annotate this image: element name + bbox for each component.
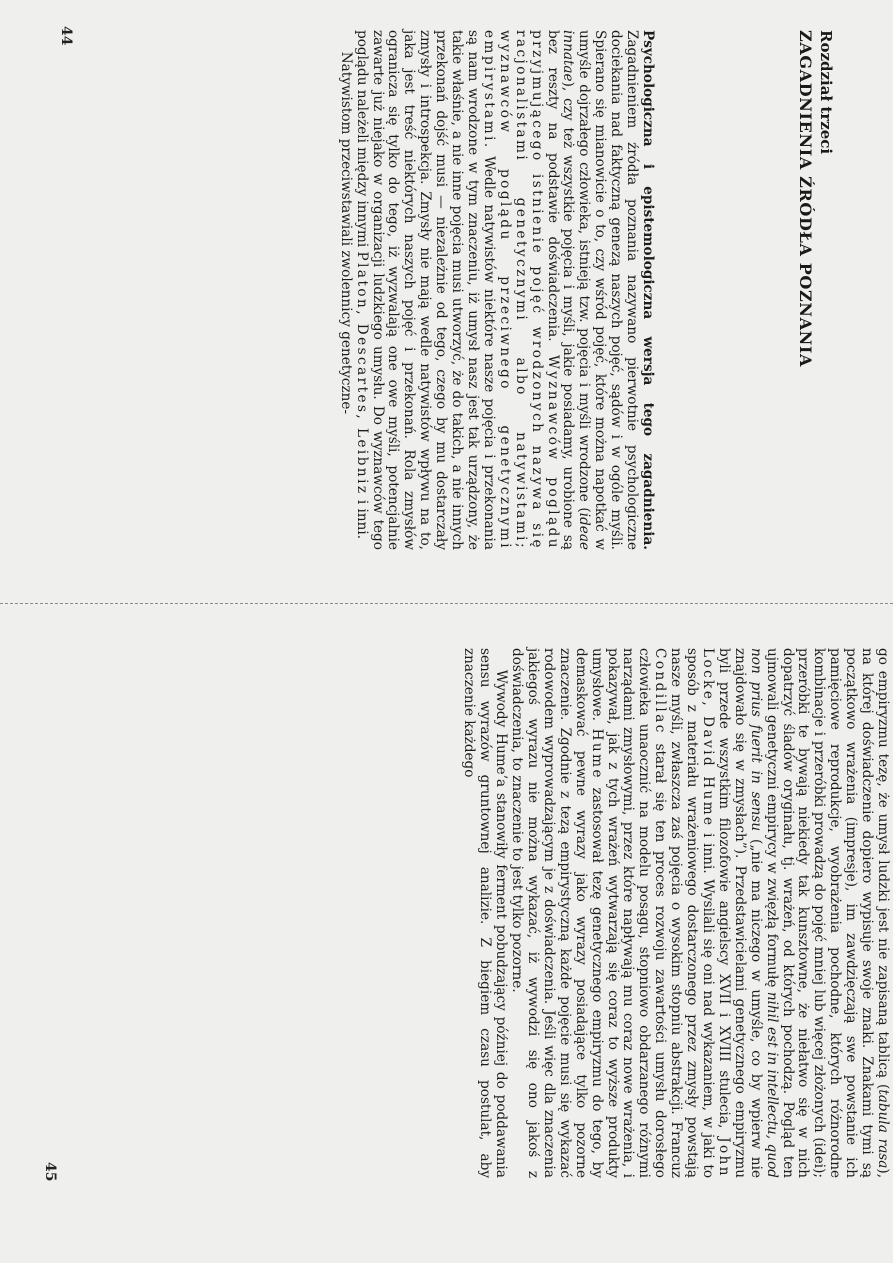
spaced-names: Platon, Descartes, Leibniz [353, 251, 370, 496]
chapter-title: ZAGADNIENIA ŹRÓDŁA POZNANIA [796, 30, 815, 368]
spaced-text: Wyznawców poglądu przyjmującego istnienie pojęć wrodzonych nazywa się racjonalistami genetycznymi albo natywistami; wyznawców poglądu przeciwnego genetycznymi empirystami. [480, 30, 561, 550]
italic-term: tabula rasa [875, 1089, 891, 1169]
page-44-text [337, 30, 655, 550]
spaced-names: Condillac [652, 648, 669, 735]
text-run: ), na której doświadczenie dopiero wypisuje swoje znaki. Znakami tymi są początkowo wrażenia (impresje), im zawdzięczają swe powstanie ich pamięciowe reprodukcje, wyobrażenia pochodne, których różnorodne kombinacje i przeróbki prowadzą do pojęć mniej lub więcej złożonych (idei); przeróbki te bywają niekiedy tak kunsztowne, że niełatwo się w nich dopatrzyć śladów oryginału, tj. wrażeń, od których pochodzą. Pogląd ten ujmowali genetyczni empirycy w zwięzłą formułę [763, 648, 891, 1179]
section-lead: Psychologiczna i epistemologiczna wersja tego zagadnienia. [640, 30, 656, 550]
text-run: Zagadnieniem źródła poznania nazywano pierwotnie psychologiczne dociekania nad faktyczną genezą naszych pojęć, sądów i w ogóle myśli. Spierano się mianowicie o to, czy wśród pojęć, które można napotkać w umyśle dojrzałego człowieka, istnieją tzw. pojęcia i myśli wrodzone ( [576, 30, 641, 550]
text-run: zastosował tezę genetycznego empiryzmu do tego, by demaskować pewne wyrazy jako wyrazy posiadające tylko pozorne znaczenie. Zgodnie z tezą empirystyczną każde pojęcie musi się wykazać rodowodem wyprowadzającym je z doświadczenia. Jeśli więc dla znaczenia jakiegoś wyrazu nie można wykazać, iż wywodzi się ono jakoś z doświadczenia, to znaczenie to jest tylko pozorne. [509, 648, 605, 1179]
spaced-names: John Locke, David Hume [700, 648, 732, 1178]
chapter-label: Rozdział trzeci [817, 30, 835, 155]
text-run: ), czy też wszystkie pojęcia i myśli, jakie posiadamy, urobione są bez reszty na podstawie doświadczenia. [544, 30, 577, 550]
text-run: Wedle natywistów niektóre nasze pojęcia i przekonania są nam wrodzone w tym znaczeniu, iż umysł nasz jest tak urządzony, że takie właśnie, a nie inne pojęcia musi utworzyć, że do takich, a nie innych przekonań dojść musi — niezależnie od tego, czego by mu dostarczały zmysły i introspekcja. Zmysły nie mają wedle natywistów wpływu na to, jaka jest treść niektórych naszych pojęć i przekonań. Rola zmysłów ogranicza się tylko do tego, iż wyzwalają one owe myśli, potencjalnie zawarte już niejako w organizacji ludzkiego umysłu. Do wyznawców tego poglądu należeli między innymi [353, 30, 497, 550]
italic-term: ideae innatae [560, 30, 593, 550]
page-number-left: 44 [58, 26, 74, 46]
text-run: i inni. [353, 495, 370, 540]
paragraph [508, 648, 890, 1178]
paragraph: Wywody Hume’a stanowiły ferment pobudzający później do poddawania sensu wyrazów gruntownej analizie. Z biegiem czasu postulat, aby znaczenie każdego [461, 648, 510, 1178]
page-45-text [461, 648, 890, 1178]
text-run: go empiryzmu tezę, że umysł ludzki jest nie zapisaną tablicą ( [875, 648, 891, 1090]
text-run: („nie ma niczego w umyśle, co by wpierw nie znajdowało się w zmysłach”). Przedstawicielami genetycznego empiryzmu byli przede wszystkim filozofowie angielscy XVII i XVIII stulecia, [715, 648, 764, 1178]
paragraph [353, 30, 655, 550]
page-number-right: 45 [42, 1162, 58, 1182]
text-run: starał się ten proces rozwoju zawartości umysłu dorosłego człowieka unaocznić na modelu posągu, stopniowo obdarzanego różnymi narządami zmysłowymi, przez które napływają mu coraz nowe wrażenia, i pokazywał, jak z tych wrażeń wytwarzają się coraz to wyższe produkty umysłowe. [588, 648, 669, 1178]
latin-formula: nihil est in intellectu, quod non prius fuerit in sensu [747, 648, 780, 1178]
spaced-names: Hume [588, 728, 605, 780]
page-fold-line [0, 603, 893, 604]
text-run: i inni. Wysilali się oni nad wykazaniem, w jaki to sposób z materiału wrażeniowego dostarczonego przez zmysły powstają nasze myśli, zwłaszcza zaś pojęcia o wysokim stopniu abstrakcji. Francuz [668, 648, 717, 1179]
paragraph: Natywistom przeciwstawiali zwolennicy genetyczne- [337, 51, 354, 415]
